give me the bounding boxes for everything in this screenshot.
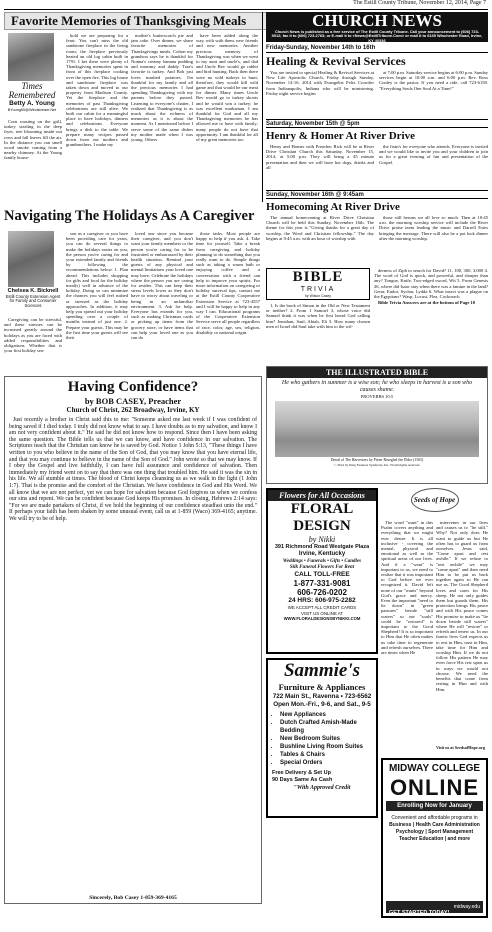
seeds-col2-text: intervenes in our lives and causes us to "lie still." Why? Not only does He want to guide us but He often has to guard us from ourselves. Jesus said, "Come apart and rest awhile." If we refuse to "rest awhile" we may "come apart" and then need Him to be put us back together again so He can use us. The Good Shepherd loves and cares for His sheep. He not only guides them but guards them. His protection brings His peace and with His peace comes His promise to make us "lie down beside still waters" where He will "restore" or refresh and renew us. In our frantic lives God expects us to rest in Him, trust in Him, take time for Him and worship Him. If we do not follow His pattern He may even force His rest upon us in ways we would not choose. We need the benefits that come from resting in Him and with Him.: [436, 520, 488, 692]
henry-text-b: the fixin's for everyone who attends. Everyone is invited and we would like to invite you and your children to join us for a great evening of fun and presentation of the Gospel.: [379, 144, 488, 165]
author-photo-betty: [8, 33, 54, 81]
sammies-product-item: • New Bedroom Suites: [280, 735, 376, 743]
floral-by: by Nikki: [308, 535, 336, 544]
midway-enroll: Enrolling Now for January: [386, 801, 483, 811]
date-banner-2: Saturday, November 15th @ 5pm: [266, 119, 488, 128]
confidence-body-text: Just recently a brother in Christ said this to me: "Someone asked me last week if I was confident of being saved if I died today. I truly did not know what to say. I have doubts as to my salvation, and know I am not very confident about it." He said he did not know how to respond. Since then I have been asking the same question. The Bible tells us that we can know, and have confidence in our salvation. The Scriptures teach that the Christian can know he is saved by God. Notice 1 John 5:13, "These things I have written to you who believe in the name of the Son of God, that you may know that you have eternal life, and that you may continue to believe in the name of the Son of God." John wrote so that we may know. If I obey the Gospel and live faithfully, I can have full assurance and confidence of salvation. Then immediately my friend went on to say that there was one thing that troubled him. He said it was the sin in his life. We all stumble at times. The blood of Christ keeps cleansing us as we walk in the light (1 John 1:7). That is the promise and the comfort of the Christian. We have confidence in God and His Word. We all know that we are not perfect, yet we can hope for salvation because God forgives us when we confess our sins and repent. We can be confident because God keeps His promises. In closing, Hebrews 2:14 says: "For we are made partakers of Christ, if we hold the beginning of our confidence steadfast unto the end." If perhaps your faith has been shaken by some unusual event, call us at 1-859 (Waco) 369-4165; anytime. We will try to be of help.: [9, 417, 257, 522]
seeds-col2: [436, 520, 488, 746]
floral-cards: WE ACCEPT ALL CREDIT CARDS: [287, 605, 357, 610]
trivia-questions: [266, 303, 370, 363]
homecoming-col2: [379, 215, 488, 265]
sammies-delivery: Free Delivery & Set Up: [272, 770, 331, 776]
col-divider: [262, 12, 263, 202]
floral-design-ad: [266, 488, 378, 654]
times-col1-text: Corn roasting on the grill, turkey sizzling in the deep fryer, tree blooming inside out rows and fall leaves fill the air. In the distance you can smell wood smoke coming from a nearby chimney. At the Young family house-: [4, 119, 62, 161]
caregiver-col3: [131, 231, 193, 373]
trivia-byline: by Wilson Casey: [304, 294, 332, 298]
caregiver-byline: [4, 288, 62, 316]
midway-cta: GET STARTED TODAY!: [389, 910, 450, 916]
bible-trivia-logo: [266, 268, 370, 300]
times-col1: [4, 119, 62, 201]
times-col3-text: mother's butterscotch pie and jam cake. Over dinner, we share favorite memories of Thanksgivings meals. Colton my grandson says he is thankful for Nonna's creamy banana pudding and mommy and daddy. Tara's favorite is turkey. And Bob just loves mashed potatoes. I'm thankful for my family and all the precious memories I had spending Thanksgiving with my parents before they passed. Listening to everyone's chatter, I realized that Thanksgiving is as much about the richness of memories as it is about the moment. As I mentioned before I serve some of the same dishes my mother made when I was young. Others: [131, 33, 193, 143]
sammies-product-item: • Dutch Crafted Amish-Made Bedding: [280, 719, 376, 735]
floral-name: FLORAL DESIGN: [290, 501, 354, 534]
author-name: Betty A. Young: [9, 100, 55, 107]
illustrated-bible: [266, 366, 488, 484]
author-photo-chelsea: [8, 231, 54, 287]
sammies-cash: 90 Days Same As Cash: [272, 777, 333, 783]
sammies-ad: [266, 658, 378, 818]
illustrated-ref: PROVERBS 10:5: [360, 394, 394, 399]
sammies-product-list: [272, 711, 376, 767]
floral-top: Flowers for All Occasions: [268, 490, 376, 501]
date-banner-1: Friday-Sunday, November 14th to 16th: [266, 44, 488, 53]
times-col4: [196, 33, 258, 201]
illustrated-title: THE ILLUSTRATED BIBLE: [267, 367, 487, 378]
caregiver-col2: [66, 231, 128, 373]
sammies-product-item: • Tables & Chairs: [280, 751, 376, 759]
trivia-questions-2: [374, 268, 488, 350]
floral-line2: Silk Funeral Flowers For Rent: [289, 565, 355, 570]
seeds-col1-text: The word "want" in this Psalm covers anything and everything that we might ever desire. It is all inclusive - covering the mental, physical and emotional as well as the spiritual areas of our lives. And if a "want" is important to us, we need to realize that it was important to God before we ever recognized it. David left none of our "wants" beyond God's grace and mercy. Even the important "need to lie down" in "green pastures" beside "still waters" so our "souls" could be "restored" is important to the Good Shepherd! It is so important to Him that He often makes us take time to regenerate and refresh ourselves. There are times when He: [381, 520, 433, 656]
healing-col1: [266, 70, 374, 118]
confidence-church: Church of Christ, 262 Broadway, Irvine, KY: [66, 406, 200, 414]
times-col4-text: have been added along the way, with with them, new friends and new memories. Another precious memory of Thanksgiving was when we went to my aunt and uncle's, and dad and Uncle Bev would go rabbit and bird hunting. Back then there were no wild turkeys to hunt; therefore, they would kill wild game and that would be our meat for dinner. Many times Uncle Bev would go to turkey shoots and he would win a turkey; he was excellent marksman. I am thankful for God and all my Thanksgiving memories he has allowed me to have with family; many people do not have that opportunity. I am thankful for all of my great memories too.: [196, 33, 258, 143]
midway-url: midway.edu: [453, 904, 480, 910]
author-email: BYoung55@Windstream.Net: [7, 108, 57, 112]
sammies-address: 722 Main St., Ravenna • 723-6562: [272, 693, 372, 700]
caregiver-col4: [196, 231, 260, 373]
sammies-subtitle: Furniture & Appliances: [278, 682, 366, 692]
date-banner-3: Sunday, November 16th @ 9:45am: [266, 190, 488, 199]
sammies-product-item: • New Appliances: [280, 711, 376, 719]
illustrated-copyright: © 2014 by King Features Syndicate, Inc. World rights reserved.: [333, 462, 421, 467]
seeds-col1: [381, 520, 433, 754]
floral-city: Irvine, Kentucky: [298, 551, 346, 557]
seeds-title: Seeds of Hope: [413, 496, 456, 504]
midway-online: ONLINE: [389, 775, 480, 800]
confidence-title: Having Confidence?: [67, 379, 199, 395]
floral-address: 391 Richmond Road Westgate Plaza: [274, 544, 370, 550]
trivia-questions-text: 1. Is the book of Simon in the Old or New Testament or neither? 2. From 1 Samuel 3, whose voice did Samuel think it was when he first heard God calling him? Jonathan, Saul, Abiah, Eli 3. How many chosen men of Israel did Saul take with him to the wil-: [266, 303, 370, 329]
henry-text-a: Henry and Homer with Preacher Rick will be at River Drive Christian Church this Saturday, November 15, 2014, at 5:00 p.m. They will bring a 45 minute presentation and then we will have hot dogs, drinks and all: [266, 144, 374, 170]
floral-phone1: 1-877-331-9081: [293, 579, 351, 588]
trivia-answers-note: Bible Trivia Answers are at the bottom of Page 10: [378, 300, 476, 306]
times-remembered-label-box: [4, 82, 60, 118]
sammies-hours: Open Mon.-Fri., 9-6, and Sat., 9-5: [273, 701, 371, 708]
illustrated-caption: Detail of The Harvesters by Pieter Brueghel the Elder (1565): [330, 458, 424, 462]
henry-col1: [266, 144, 374, 188]
floral-phone2: 606-726-0202: [297, 588, 347, 597]
times-col2: [66, 33, 128, 201]
trivia-questions-text-2: derness of Ziph to search for David? 11, 100, 300, 3,000 4. The word of God is quick, and powerful, and sharper than any? Tongue, Knife, Two-edged sword, Wit 5. From Genesis 26, where did Isaac stay when there was a famine in the land? Gerar, Endor, Sychar, Lydda 6. What insect was a plague on the Egyptians? Wasp, Locust, Flea, Cockroach: [374, 268, 488, 300]
seeds-of-hope-logo: [381, 488, 488, 518]
sammies-product-item: • Special Orders: [280, 759, 376, 767]
caregiver-col1: [4, 317, 62, 373]
header-rule: [4, 9, 488, 10]
caregiver-author: Chelsea K. Bicknell: [7, 288, 59, 294]
caregiver-col3-text: loved one since you became their caregiver, and you don't want your family members or the person you're caring for to be frustrated or embarrassed by their health situation. Remind your guests of any physical and mental limitations your loved one may have. Celebrate the holidays where the person you are caring for resides. This can keep their stress levels lower as they don't have to worry about traveling or being in an unfamiliar environment. 3. Ask for help. Everyone has errands for you, such as making Christmas cards or picking up items from the grocery store, or have items that can help your loved one as you can do: [131, 231, 193, 341]
times-col3: [131, 33, 193, 201]
column-label: Times Remembered: [8, 82, 56, 100]
caregiver-col1-text: Caregiving can be stressful, and these stresses can be increased greatly around the holidays as you are faced with added responsibilities and obligations. Whether that is your first holiday sea-: [4, 317, 62, 354]
church-news-title: CHURCH NEWS: [312, 12, 442, 30]
floral-visit: VISIT US ONLINE AT: [300, 611, 344, 616]
church-news-intro: Church News is published as a free service of The Estill County Tribune. Call your announcement to (606) 723-5012; fax it to (606) 723-2763; or E-mail it to <News@EstillTribune.Com> or mail it to 6135 Winchester Road, Irvine, KY 40336: [271, 29, 483, 42]
homecoming-heading: Homecoming At River Drive: [266, 201, 400, 213]
trivia-subtitle: TRIVIA: [300, 286, 336, 293]
confidence-article: [4, 376, 262, 904]
midway-desc: Convenient and affordable programs in: [391, 815, 478, 821]
henry-col2: [379, 144, 488, 188]
thanksgiving-title: Favorite Memories of Thanksgiving Meals: [11, 13, 247, 28]
midway-title: MIDWAY COLLEGE: [388, 763, 481, 774]
floral-website: WWW.FLORALDESIGNSBYNIKKI.COM: [283, 616, 361, 621]
illustrated-quote: He who gathers in summer is a wise son; he who sleeps in harvest is a son who causes shame.: [281, 380, 473, 393]
sammies-approved: "With Approved Credit: [293, 785, 351, 791]
healing-heading: Healing & Revival Services: [266, 54, 406, 68]
confidence-byline: by BOB CASEY, Preacher: [84, 396, 182, 406]
harvest-illustration: [275, 401, 479, 457]
midway-cta-bar: [386, 901, 483, 916]
church-news-header: [266, 12, 488, 42]
floral-call: CALL TOLL-FREE: [294, 571, 350, 578]
floral-phone3: 24 HRS: 606-975-2282: [288, 597, 356, 604]
sammies-product-item: • Bushline Living Room Suites: [280, 743, 376, 751]
healing-text-b: at 7:00 p.m. Saturday service begins at 6:00 p.m. Sunday services begin at 10:00 a.m. and 6:00 p.m. Rev. Ross Conley is the pastor. If you need a ride, call 723-6158. "Everything Souls One Soul At a Time!": [379, 70, 488, 91]
sammies-title: Sammie's: [283, 660, 360, 681]
trivia-title: BIBLE: [292, 269, 344, 285]
caregiver-col4-text: those tasks. Most people are happy to help if you ask. 4. Take time for yourself. Take a break from caregiving and holiday planning to do something that you really want to do. Simple things such as taking a warm bath or enjoying coffee and a conversation with a friend can help to improve your spirits. For more information on caregiving or holiday survival tips, contact me at the Estill County Cooperative Extension Service at 723-4557 and I will be happy to help in any way I can. Educational programs of the Cooperative Extension Service serve all people regardless of race, color, age, sex, religion, disability or national origin.: [196, 231, 260, 335]
times-col2-text: hold we are preparing for a feast. You can't miss the old sandstone fireplace in the living room; the fireplace previously heated an old log cabin built in 1791. I bet there were plenty of Thanksgiving memories spent in front of this fireplace cooking over the open fire. This log house and sandstone fireplace was taken down and moved to our property from Madison County. Yet the fireplace and the memories of past Thanksgiving celebrations are still alive. We built our cabin for a meaningful place to have holidays, dinners and celebrations. Everyone brings a dish to the table. We prepare many recipes passed down from our mothers and grandmothers. I make my: [66, 33, 128, 148]
homecoming-col1: [266, 215, 374, 265]
floral-line1: Weddings • Funerals • Gifts • Candles: [282, 559, 362, 564]
seeds-footer: Visit us at SeedsofHope.org: [436, 746, 485, 750]
confidence-body: [5, 415, 261, 895]
homecoming-text-b: those still heruns we all love so much. Then at 10:45 a.m. the morning worship service will include the River Drive praise team leading the music and Darrell Estes bringing the message. There will also be a pot luck dinner after the morning worship.: [379, 215, 488, 241]
homecoming-text: The annual homecoming at River Drive Christian Church will be held this Sunday, November 16th. The theme for this year is "Giving thanks for a great day of worship, the Word and Christian fellowship." The day begins at 9:45 a.m. with an hour of worship with: [266, 215, 374, 241]
page-header: The Estill County Tribune, November 12, 2014, Page 7: [353, 0, 486, 6]
healing-text-a: You are invited to special Healing & Revival Services at New Life Apostolic Church, Friday through Sunday, November 14-16, 2014 with Evangelist Felix Crowder from Indianapolis, Indiana who will be ministering. Friday night service begins: [266, 70, 374, 96]
caregiver-title: Navigating The Holidays As A Caregiver: [4, 208, 255, 224]
caregiver-col2-text: son as a caregiver or you have been providing care for years, you can do several things to make the holidays easier on you, the person you're caring for and your extended family and friends by following the recommendations below. 1. Plan ahead. This includes shopping for gifts and food for the holiday meal(s) well in advance of the holiday. Doing so can minimize the chances you will feel rushed or stressed as the holiday approaches. In addition, it may help you spread out your holiday spending over a couple of months instead of just one. 2. Prepare your guests. This may be the first time your guests will see their: [66, 231, 128, 341]
henry-heading: Henry & Homer At River Drive: [266, 130, 415, 142]
healing-col2: [379, 70, 488, 118]
confidence-signature: Sincerely, Bob Casey 1-859-369-4165: [89, 895, 177, 901]
midway-programs: Business | Health Care Administration Psychology | Sport Management Teacher Education | and more: [389, 822, 480, 842]
midway-college-ad: [381, 758, 488, 918]
caregiver-role: Estill County Extension Agent for Family and Consumer Sciences: [5, 293, 61, 309]
